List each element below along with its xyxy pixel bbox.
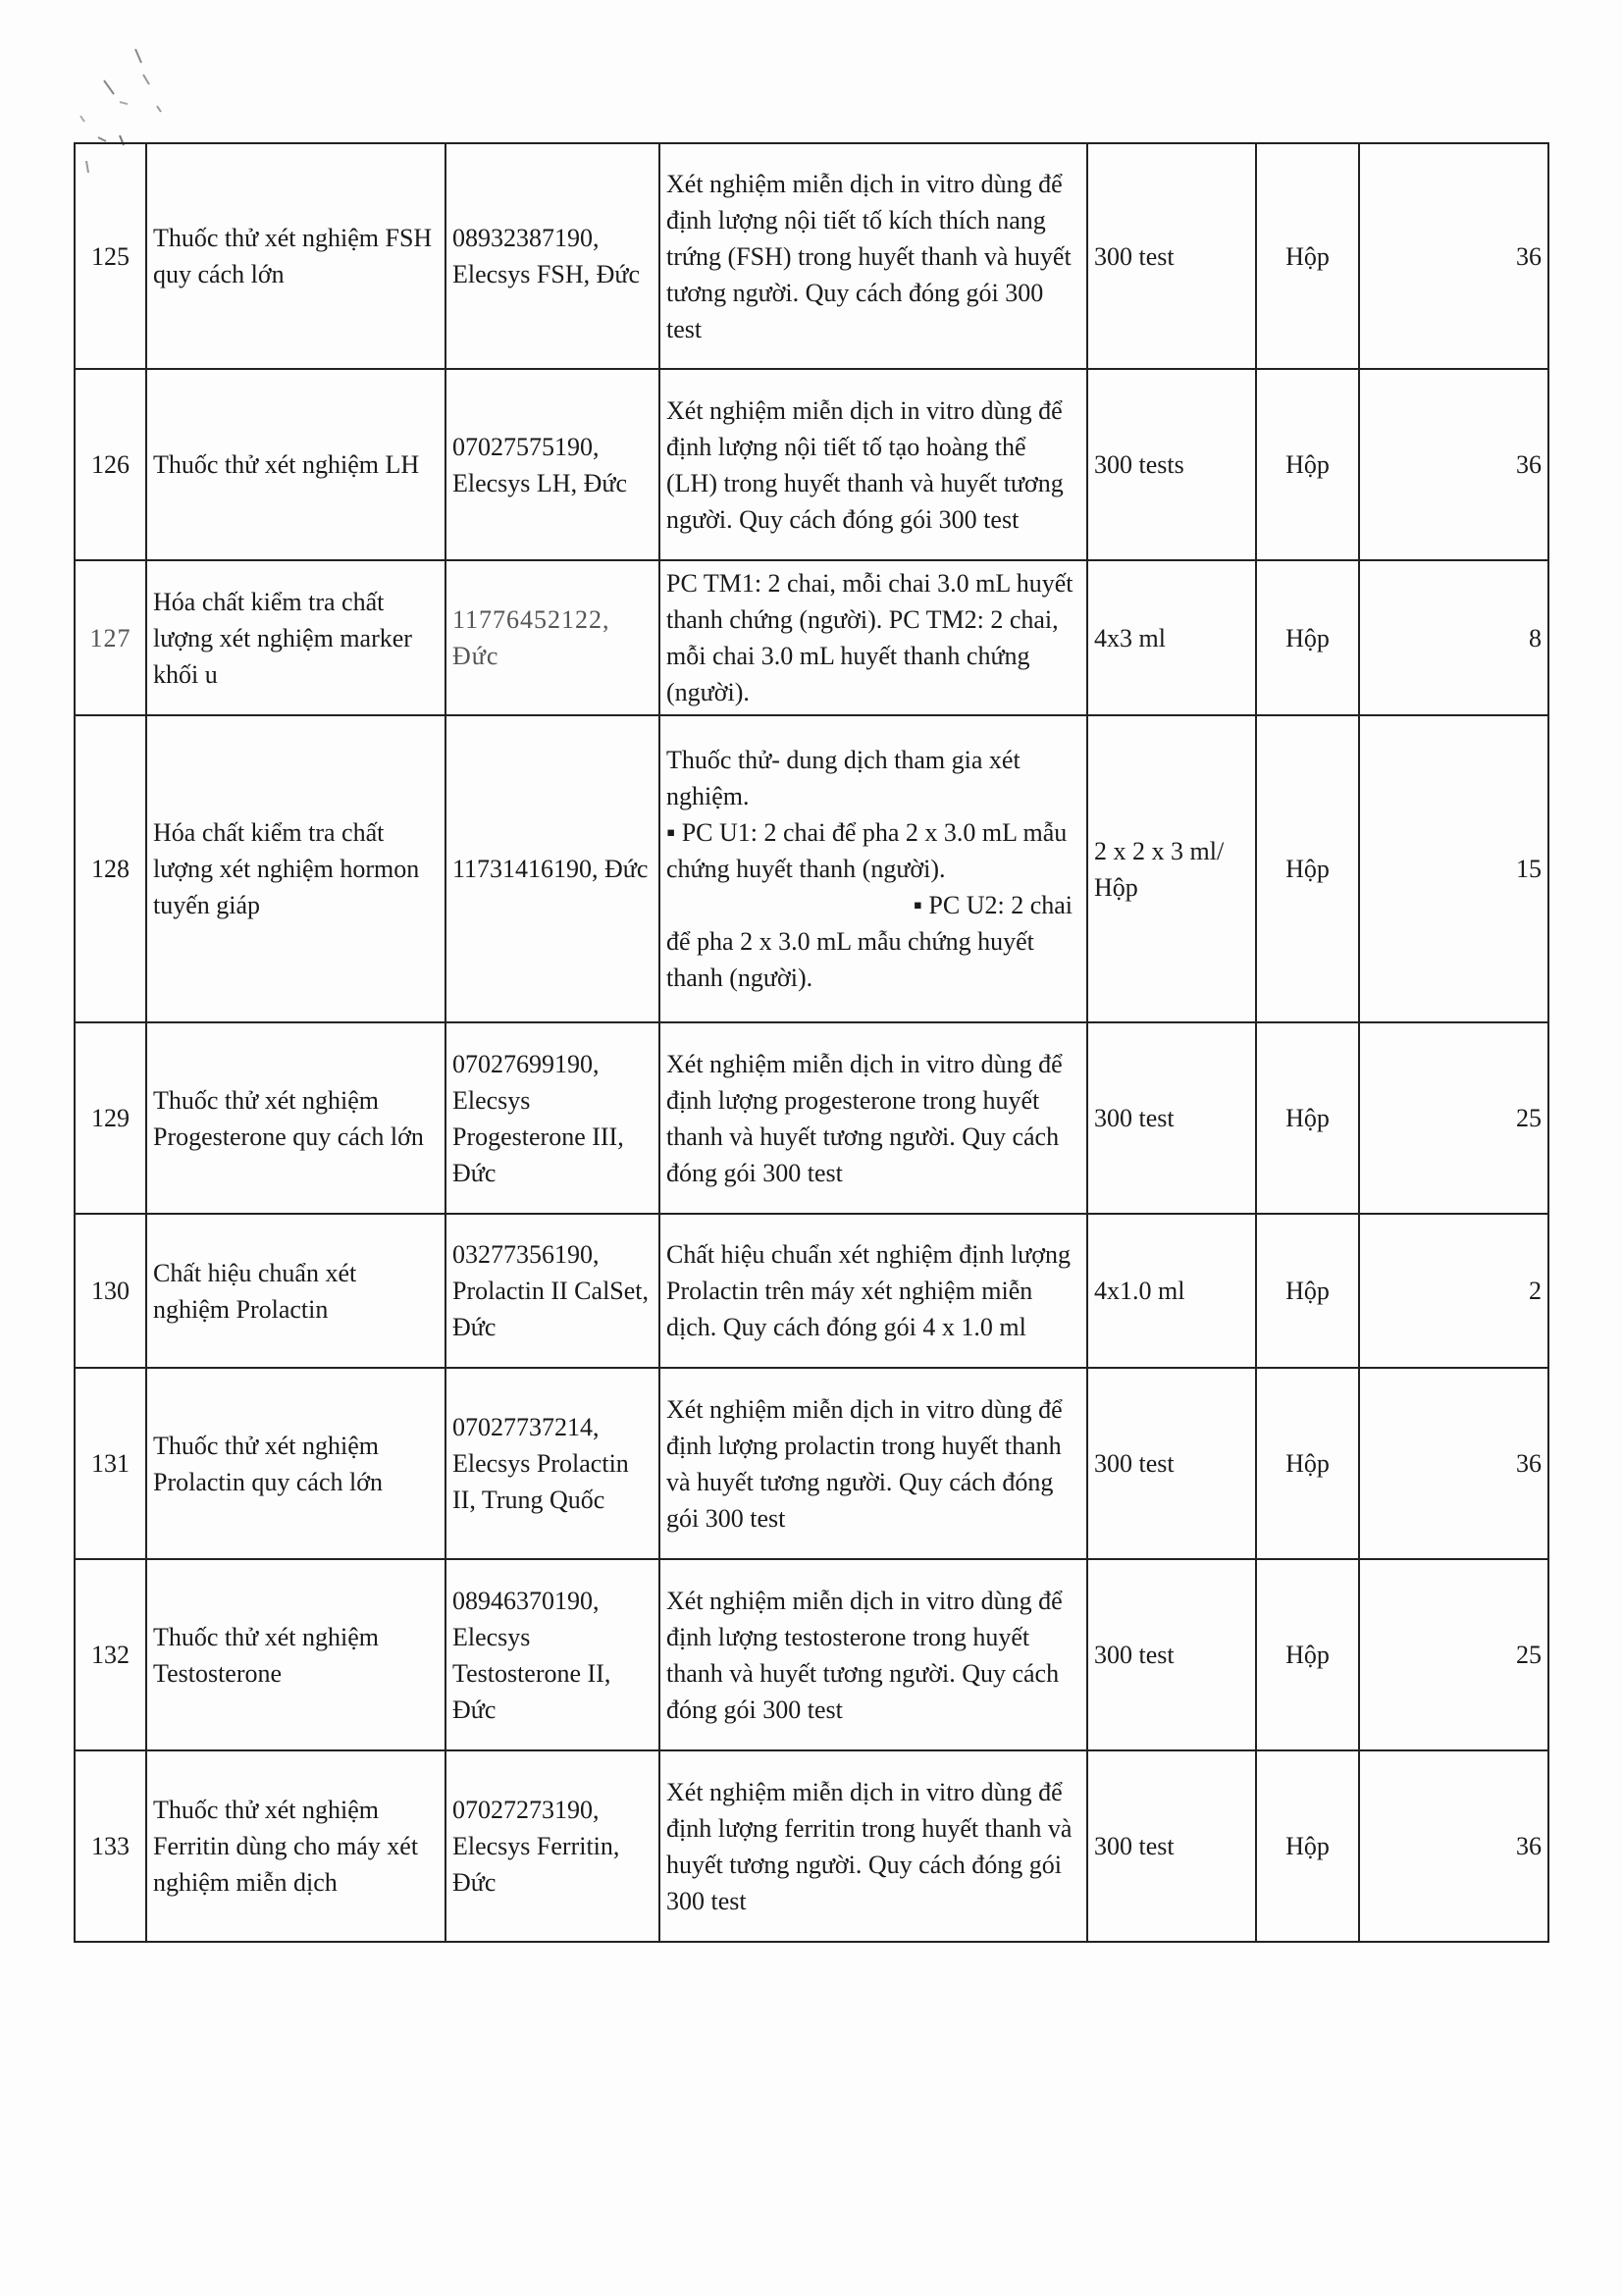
quantity: 8	[1359, 560, 1548, 715]
product-code: 07027737214, Elecsys Prolactin II, Trung Quốc	[445, 1368, 659, 1559]
product-name: Thuốc thử xét nghiệm Prolactin quy cách lớn	[146, 1368, 445, 1559]
product-name: Thuốc thử xét nghiệm FSH quy cách lớn	[146, 143, 445, 369]
unit: Hộp	[1256, 1750, 1359, 1942]
table-row	[75, 1559, 1548, 1750]
table-row	[75, 369, 1548, 560]
packaging-spec: 300 tests	[1087, 369, 1256, 560]
product-name: Hóa chất kiểm tra chất lượng xét nghiệm hormon tuyến giáp	[146, 715, 445, 1022]
product-description: Xét nghiệm miễn dịch in vitro dùng để định lượng prolactin trong huyết thanh và huyết tương người. Quy cách đóng gói 300 test	[659, 1368, 1087, 1559]
quantity: 36	[1359, 1750, 1548, 1942]
table-row	[75, 1368, 1548, 1559]
unit: Hộp	[1256, 1214, 1359, 1368]
row-number: 125	[75, 143, 146, 369]
row-number: 130	[75, 1214, 146, 1368]
unit: Hộp	[1256, 369, 1359, 560]
quantity: 36	[1359, 1368, 1548, 1559]
table-row	[75, 715, 1548, 1022]
table-row	[75, 560, 1548, 715]
unit: Hộp	[1256, 715, 1359, 1022]
packaging-spec: 300 test	[1087, 143, 1256, 369]
product-code: 07027575190, Elecsys LH, Đức	[445, 369, 659, 560]
packaging-spec: 2 x 2 x 3 ml/ Hộp	[1087, 715, 1256, 1022]
product-description: Xét nghiệm miễn dịch in vitro dùng để định lượng progesterone trong huyết thanh và huyết tương người. Quy cách đóng gói 300 test	[659, 1022, 1087, 1214]
product-description: PC TM1: 2 chai, mỗi chai 3.0 mL huyết thanh chứng (người). PC TM2: 2 chai, mỗi chai 3.0 mL huyết thanh chứng (người).	[659, 560, 1087, 715]
table-row	[75, 1214, 1548, 1368]
row-number: 129	[75, 1022, 146, 1214]
description-line: Thuốc thử- dung dịch tham gia xét nghiệm.	[666, 746, 1021, 810]
unit: Hộp	[1256, 143, 1359, 369]
row-number: 126	[75, 369, 146, 560]
description-line: ▪ PC U2: 2 chai	[913, 891, 1073, 919]
product-name: Thuốc thử xét nghiệm Ferritin dùng cho máy xét nghiệm miễn dịch	[146, 1750, 445, 1942]
packaging-spec: 4x3 ml	[1087, 560, 1256, 715]
row-number: 131	[75, 1368, 146, 1559]
product-code: 07027699190, Elecsys Progesterone III, Đức	[445, 1022, 659, 1214]
quantity: 25	[1359, 1022, 1548, 1214]
packaging-spec: 300 test	[1087, 1559, 1256, 1750]
product-code: 08946370190, Elecsys Testosterone II, Đức	[445, 1559, 659, 1750]
packaging-spec: 300 test	[1087, 1750, 1256, 1942]
quantity: 25	[1359, 1559, 1548, 1750]
row-number: 128	[75, 715, 146, 1022]
description-line: ▪ PC U1: 2 chai để pha 2 x 3.0 mL mẫu chứng huyết thanh (người).	[666, 818, 1068, 883]
product-description: Xét nghiệm miễn dịch in vitro dùng để định lượng testosterone trong huyết thanh và huyết tương người. Quy cách đóng gói 300 test	[659, 1559, 1087, 1750]
quantity: 2	[1359, 1214, 1548, 1368]
row-number: 132	[75, 1559, 146, 1750]
product-code: 07027273190, Elecsys Ferritin, Đức	[445, 1750, 659, 1942]
product-description: Xét nghiệm miễn dịch in vitro dùng để định lượng nội tiết tố kích thích nang trứng (FSH) trong huyết thanh và huyết tương người. Quy cách đóng gói 300 test	[659, 143, 1087, 369]
unit: Hộp	[1256, 1559, 1359, 1750]
unit: Hộp	[1256, 560, 1359, 715]
product-description: Xét nghiệm miễn dịch in vitro dùng để định lượng ferritin trong huyết thanh và huyết tương người. Quy cách đóng gói 300 test	[659, 1750, 1087, 1942]
product-description	[659, 715, 1087, 1022]
unit: Hộp	[1256, 1368, 1359, 1559]
product-code: 08932387190, Elecsys FSH, Đức	[445, 143, 659, 369]
table-row	[75, 1750, 1548, 1942]
quantity: 15	[1359, 715, 1548, 1022]
product-description: Chất hiệu chuẩn xét nghiệm định lượng Prolactin trên máy xét nghiệm miễn dịch. Quy cách đóng gói 4 x 1.0 ml	[659, 1214, 1087, 1368]
product-name: Thuốc thử xét nghiệm Testosterone	[146, 1559, 445, 1750]
product-name: Thuốc thử xét nghiệm LH	[146, 369, 445, 560]
table-row	[75, 143, 1548, 369]
table-row	[75, 1022, 1548, 1214]
product-name: Chất hiệu chuẩn xét nghiệm Prolactin	[146, 1214, 445, 1368]
packaging-spec: 300 test	[1087, 1368, 1256, 1559]
row-number: 127	[75, 560, 146, 715]
product-description: Xét nghiệm miễn dịch in vitro dùng để định lượng nội tiết tố tạo hoàng thể (LH) trong huyết thanh và huyết tương người. Quy cách đóng gói 300 test	[659, 369, 1087, 560]
packaging-spec: 300 test	[1087, 1022, 1256, 1214]
description-line: để pha 2 x 3.0 mL mẫu chứng huyết thanh (người).	[666, 927, 1034, 992]
quantity: 36	[1359, 369, 1548, 560]
quantity: 36	[1359, 143, 1548, 369]
product-code: 03277356190, Prolactin II CalSet, Đức	[445, 1214, 659, 1368]
product-name: Hóa chất kiểm tra chất lượng xét nghiệm marker khối u	[146, 560, 445, 715]
supply-table	[74, 142, 1549, 1943]
product-code: 11776452122, Đức	[445, 560, 659, 715]
unit: Hộp	[1256, 1022, 1359, 1214]
product-code: 11731416190, Đức	[445, 715, 659, 1022]
product-name: Thuốc thử xét nghiệm Progesterone quy cách lớn	[146, 1022, 445, 1214]
row-number: 133	[75, 1750, 146, 1942]
packaging-spec: 4x1.0 ml	[1087, 1214, 1256, 1368]
